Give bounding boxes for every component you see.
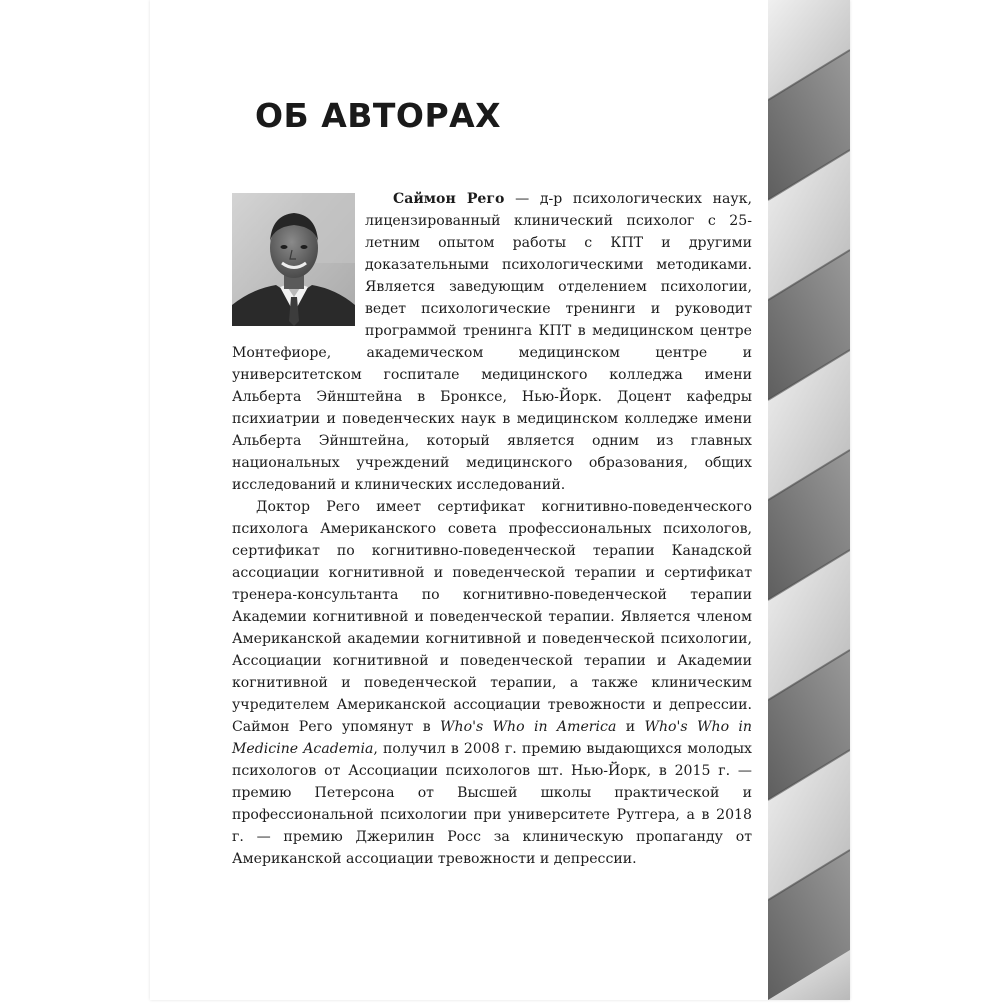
bio-paragraph-2 bbox=[232, 496, 752, 870]
decorative-side-band bbox=[768, 0, 850, 1000]
bio-paragraph-2-and: и bbox=[616, 719, 645, 735]
bio-paragraph-2-text-b: , получил в 2008 г. премию выдающихся молодых психологов от Ассоциации психологов шт. Нью-Йорк, в 2015 г. — премию Петерсона от Высшей школы практической и профессиональной психологии при университете Рутгера, а в 2018 г. — премию Джерилин Росс за клиническую пропаганду от Американской ассоциации тревожности и депрессии. bbox=[232, 741, 752, 867]
page-title: ОБ АВТОРАХ bbox=[255, 96, 502, 135]
publication-title-2: Who's Who in Medicine Academia bbox=[232, 719, 753, 757]
publication-title-1: Who's Who in America bbox=[440, 719, 617, 735]
bio-paragraph-1-text: — д-р психологических наук, лицензированный клинический психолог с 25-летним опытом работы с КПТ и другими доказательными психологическими методиками. Является заведующим отделением психологии, ведет психологические тренинги и руководит программой тренинга КПТ в медицинском центре Монтефиоре, академическом медицинском центре и университетском госпитале медицинского колледжа имени Альберта Эйнштейна в Бронксе, Нью-Йорк. Доцент кафедры психиатрии и поведенческих наук в медицинском колледже имени Альберта Эйнштейна, который является одним из главных национальных учреждений медицинского образования, общих исследований и клинических исследований. bbox=[232, 191, 752, 493]
author-bio bbox=[232, 188, 752, 870]
bio-paragraph-2-text-a: Доктор Рего имеет сертификат когнитивно-поведенческого психолога Американского совета профессиональных психологов, сертификат по когнитивно-поведенческой терапии Канадской ассоциации когнитивной и поведенческой терапии и сертификат тренера-консультанта по когнитивно-поведенческой терапии Академии когнитивной и поведенческой терапии. Является членом Американской академии когнитивной и поведенческой психологии, Ассоциации когнитивной и поведенческой терапии и Академии когнитивной и поведенческой терапии, а также клиническим учредителем Американской ассоциации тревожности и депрессии. Саймон Рего упомянут в bbox=[232, 499, 752, 735]
author-name: Саймон Рего bbox=[393, 191, 505, 207]
